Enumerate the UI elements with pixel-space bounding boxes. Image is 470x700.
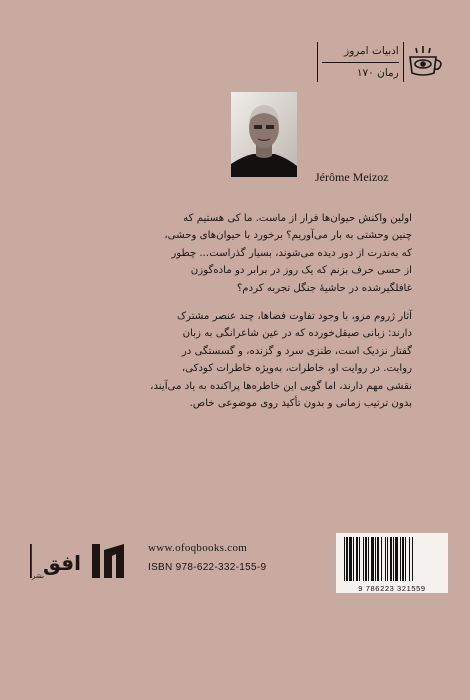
barcode-bar — [353, 537, 354, 581]
barcode-bar — [375, 537, 376, 581]
blurb-line: دارند: زبانی صیقل‌خورده که در عین شاعرانگی به زبان — [182, 328, 412, 340]
author-name: Jérôme Meizoz — [315, 170, 389, 184]
series-badge — [317, 42, 447, 82]
series-divider — [322, 62, 399, 63]
series-label — [317, 42, 404, 82]
author-portrait — [231, 92, 297, 177]
blurb-line: نقشی مهم دارند، اما گویی این خاطره‌ها پراکنده به یاد می‌آیند، — [150, 380, 412, 392]
blurb-line: روایت. در روایت او، خاطرات، به‌ویژه خاطرات کودکی، — [181, 363, 412, 375]
barcode-bar — [393, 537, 394, 581]
barcode-bar — [356, 537, 358, 581]
blurb-line: آثار ژروم مزو، با وجود تفاوت فضاها، چند عنصر مشترک — [176, 311, 412, 322]
publisher-logo — [24, 540, 136, 584]
blurb-line: غافلگیرشده در حاشیهٔ جنگل تجربه کردم؟ — [236, 282, 412, 294]
blurb-line: چنین وحشتی به بار می‌آوریم؟ برخورد با حیوان‌های وحشی، — [164, 230, 412, 242]
blurb-line: از حسی حرف بزنم که یک روز در برابر دو ماده‌گوزن — [190, 265, 412, 277]
barcode-bar — [381, 537, 382, 581]
blurb-line: اولین واکنش حیوان‌ها فرار از ماست. ما کی هستیم که — [183, 213, 412, 224]
barcode-bar — [371, 537, 374, 581]
blurb-line: گفتار نزدیک است، طنزی سرد و گزنده، و گسستگی در — [181, 345, 412, 357]
barcode-bar — [349, 537, 352, 581]
eye-cup-icon — [404, 42, 447, 82]
barcode-bar — [390, 537, 392, 581]
blurb-paragraph-1 — [112, 210, 412, 297]
barcode-bar — [363, 537, 364, 581]
barcode-bar — [368, 537, 369, 581]
barcode-bar — [344, 537, 345, 581]
blurb-paragraph-2 — [112, 308, 412, 412]
barcode-bar — [365, 537, 367, 581]
barcode-bar — [346, 537, 348, 581]
barcode-digits: 9 786223 321559 — [358, 584, 426, 593]
barcode-bar — [377, 537, 379, 581]
barcode-bar — [412, 537, 413, 581]
series-title: ادبیات امروز — [344, 45, 399, 57]
barcode-bar — [359, 537, 360, 581]
publisher-website: www.ofoqbooks.com — [148, 542, 248, 554]
series-subtitle: رمان ۱۷۰ — [356, 67, 399, 79]
blurb-line: بدون ترتیب زمانی و بدون تأکید روی موضوعی خاص. — [189, 398, 412, 410]
barcode-bar — [400, 537, 401, 581]
barcode-bar — [387, 537, 388, 581]
publisher-logo-sub: نشر — [31, 572, 45, 580]
publisher-logo-text: افق — [43, 551, 81, 575]
barcode-bar — [405, 537, 406, 581]
blurb-line: که به‌ندرت از دور دیده می‌شوند، بسیار گذراست... چطور — [171, 247, 412, 259]
isbn-number: ISBN 978-622-332-155-9 — [148, 562, 267, 573]
barcode-bar — [385, 537, 386, 581]
barcode-bar — [409, 537, 410, 581]
barcode-bar — [395, 537, 398, 581]
barcode-bar — [402, 537, 404, 581]
